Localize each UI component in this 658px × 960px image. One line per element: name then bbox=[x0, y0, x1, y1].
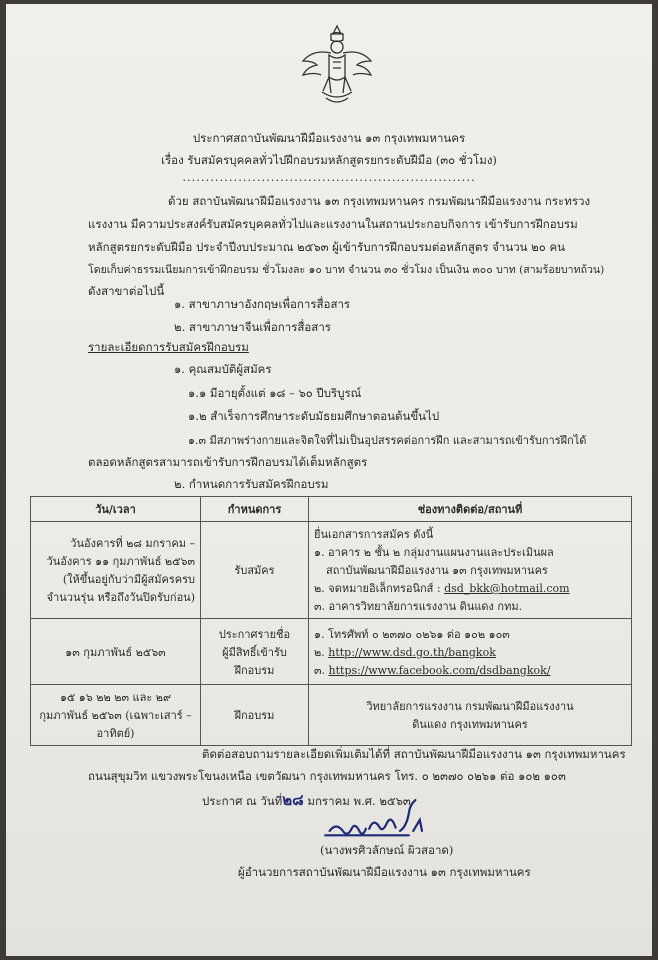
contact-cell bbox=[309, 685, 632, 746]
date-line: จำนวนรุ่น หรือถึงวันปิดรับก่อน) bbox=[46, 591, 195, 604]
email-label: ๒. จดหมายอิเล็กทรอนิกส์ : bbox=[314, 582, 441, 595]
course-item: ๑. สาขาภาษาอังกฤษเพื่อการสื่อสาร bbox=[174, 297, 351, 311]
table-header-row bbox=[31, 497, 632, 522]
date-line: (ให้ขึ้นอยู่กับว่ามีผู้สมัครครบ bbox=[62, 573, 195, 586]
signer-title: ผู้อำนวยการสถาบันพัฒนาฝีมือแรงงาน ๑๓ กรุงเทพมหานคร bbox=[238, 865, 531, 879]
qualification-item: ๑.๓ มีสภาพร่างกายและจิตใจที่ไม่เป็นอุปสรรคต่อการฝึก และสามารถเข้ารับการฝึกได้ bbox=[188, 434, 587, 447]
contact-line bbox=[314, 643, 626, 661]
footer-contact-line: ติดต่อสอบถามรายละเอียดเพิ่มเติมได้ที่ สถาบันพัฒนาฝีมือแรงงาน ๑๓ กรุงเทพมหานคร bbox=[202, 747, 626, 761]
announcement-document bbox=[6, 4, 652, 956]
date-cell: ๑๓ กุมภาพันธ์ ๒๕๖๓ bbox=[31, 619, 201, 685]
date-cell bbox=[31, 685, 201, 746]
details-heading: รายละเอียดการรับสมัครฝึกอบรม bbox=[88, 340, 249, 354]
contact-line: สถาบันพัฒนาฝีมือแรงงาน ๑๓ กรุงเทพมหานคร bbox=[326, 564, 548, 577]
date-line: วันอังคารที่ ๒๘ มกราคม – bbox=[70, 537, 195, 550]
signer-name: (นางพรศิวลักษณ์ ผิวสอาด) bbox=[320, 843, 454, 857]
contact-line: ๑. โทรศัพท์ ๐ ๒๓๗๐ ๐๒๖๑ ต่อ ๑๐๒ ๑๐๓ bbox=[314, 627, 510, 641]
date-day: ๒๘ bbox=[282, 791, 304, 809]
qualification-item: ๑.๑ มีอายุตั้งแต่ ๑๘ – ๖๐ ปีบริบูรณ์ bbox=[188, 386, 362, 400]
course-item: ๒. สาขาภาษาจีนเพื่อการสื่อสาร bbox=[174, 320, 331, 334]
contact-line: ยื่นเอกสารการสมัคร ดังนี้ bbox=[314, 528, 434, 541]
contact-line: ๑. อาคาร ๒ ชั้น ๒ กลุ่มงานแผนงานและประเมินผล bbox=[314, 546, 554, 559]
handwritten-signature bbox=[312, 796, 444, 846]
activity-line: ประกาศรายชื่อ bbox=[218, 627, 291, 641]
contact-line bbox=[314, 579, 626, 597]
date-line: วันอังคาร ๑๑ กุมภาพันธ์ ๒๕๖๓ bbox=[46, 555, 195, 568]
intro-line: แรงงาน มีความประสงค์รับสมัครบุคคลทั่วไปและแรงงานในสถานประกอบกิจการ เข้ารับการฝึกอบรม bbox=[88, 217, 578, 231]
intro-line: ด้วย สถาบันพัฒนาฝีมือแรงงาน ๑๓ กรุงเทพมหานคร กรมพัฒนาฝีมือแรงงาน กระทรวง bbox=[168, 194, 591, 208]
contact-line: ๓. อาคารวิทยาลัยการแรงงาน ดินแดง กทม. bbox=[314, 600, 523, 613]
activity-cell bbox=[201, 619, 309, 685]
contact-cell bbox=[309, 619, 632, 685]
intro-line: หลักสูตรยกระดับฝีมือ ประจำปีงบประมาณ ๒๕๖๓ ผู้เข้ารับการฝึกอบรมต่อหลักสูตร จำนวน ๒๐ คน bbox=[88, 240, 565, 254]
activity-line: ผู้มีสิทธิ์เข้ารับ bbox=[222, 645, 287, 659]
table-row bbox=[31, 685, 632, 746]
contact-line: วิทยาลัยการแรงงาน กรมพัฒนาฝีมือแรงงาน bbox=[366, 700, 574, 713]
contact-line bbox=[314, 661, 626, 679]
column-header: กำหนดการ bbox=[201, 497, 309, 522]
announcement-title: ประกาศสถาบันพัฒนาฝีมือแรงงาน ๑๓ กรุงเทพมหานคร bbox=[192, 131, 466, 145]
garuda-emblem-icon bbox=[298, 22, 376, 114]
contact-line: ดินแดง กรุงเทพมหานคร bbox=[412, 718, 528, 731]
schedule-table bbox=[30, 496, 632, 746]
date-line: ๑๕ ๑๖ ๒๒ ๒๓ และ ๒๙ bbox=[59, 691, 172, 704]
intro-line: โดยเก็บค่าธรรมเนียมการเข้าฝึกอบรม ชั่วโมงละ ๑๐ บาท จำนวน ๓๐ ชั่วโมง เป็นเงิน ๓๐๐ บาท (สามร้อยบาทถ้วน) bbox=[88, 264, 605, 276]
activity-cell: ฝึกอบรม bbox=[201, 685, 309, 746]
list-number: ๓. bbox=[314, 663, 326, 677]
facebook-link[interactable]: https://www.facebook.com/dsdbangkok/ bbox=[328, 663, 551, 677]
qualification-item: ๑.๒ สำเร็จการศึกษาระดับมัธยมศึกษาตอนต้นขึ้นไป bbox=[188, 409, 440, 423]
qualification-continuation: ตลอดหลักสูตรสามารถเข้ารับการฝึกอบรมได้เต็มหลักสูตร bbox=[88, 455, 368, 469]
column-header: ช่องทางติดต่อ/สถานที่ bbox=[309, 497, 632, 522]
list-number: ๒. bbox=[314, 645, 325, 659]
date-cell bbox=[31, 522, 201, 619]
qualifications-heading: ๑. คุณสมบัติผู้สมัคร bbox=[174, 362, 272, 376]
schedule-heading: ๒. กำหนดการรับสมัครฝึกอบรม bbox=[174, 477, 329, 491]
activity-cell: รับสมัคร bbox=[201, 522, 309, 619]
activity-line: ฝึกอบรม bbox=[234, 663, 275, 677]
email-link[interactable]: dsd_bkk@hotmail.com bbox=[444, 582, 570, 595]
footer-contact-line: ถนนสุขุมวิท แขวงพระโขนงเหนือ เขตวัฒนา กรุงเทพมหานคร โทร. ๐ ๒๓๗๐ ๐๒๖๑ ต่อ ๑๐๒ ๑๐๓ bbox=[88, 769, 566, 783]
table-row bbox=[31, 619, 632, 685]
table-row bbox=[31, 522, 632, 619]
date-suffix: มกราคม พ.ศ. ๒๕๖๓ bbox=[307, 794, 411, 808]
date-prefix: ประกาศ ณ วันที่ bbox=[202, 794, 283, 808]
column-header: วัน/เวลา bbox=[31, 497, 201, 522]
date-line: กุมภาพันธ์ ๒๕๖๓ (เฉพาะเสาร์ – bbox=[39, 709, 192, 722]
website-link[interactable]: http://www.dsd.go.th/bangkok bbox=[328, 645, 496, 659]
announcement-subject: เรื่อง รับสมัครบุคคลทั่วไปฝึกอบรมหลักสูตรยกระดับฝีมือ (๓๐ ชั่วโมง) bbox=[161, 153, 497, 167]
intro-line: ดังสาขาต่อไปนี้ bbox=[88, 284, 165, 298]
date-line: อาทิตย์) bbox=[96, 727, 135, 740]
contact-cell bbox=[309, 522, 632, 619]
separator-line: ............................................................... bbox=[182, 170, 476, 184]
